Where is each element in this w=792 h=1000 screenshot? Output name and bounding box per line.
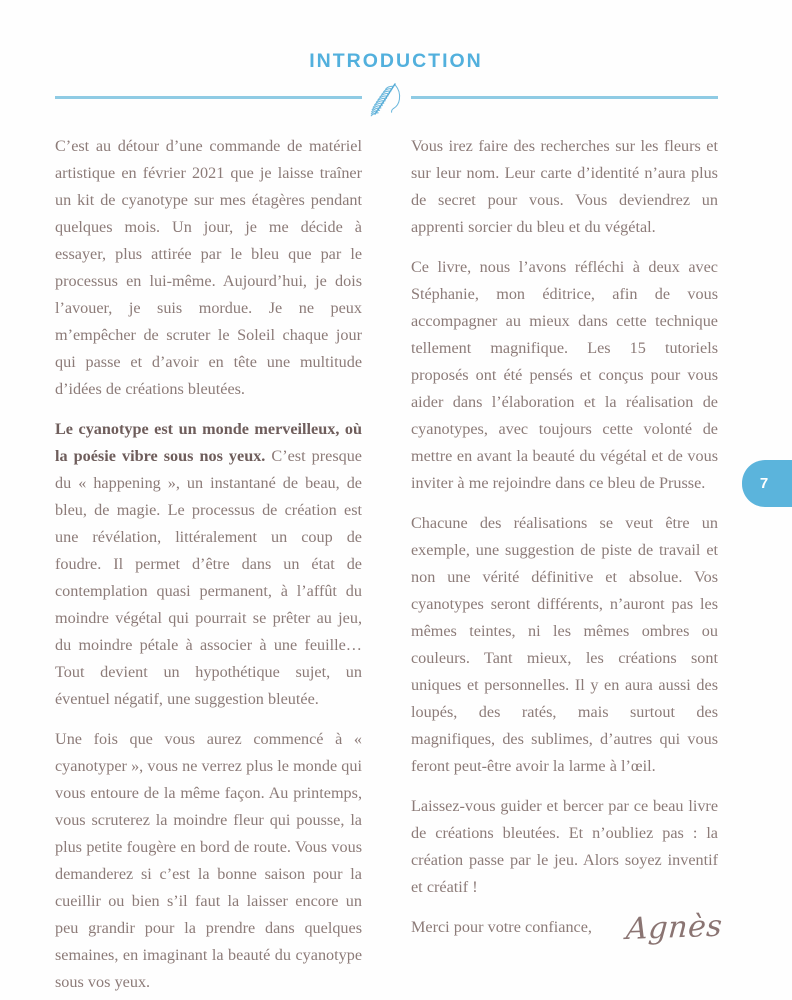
paragraph	[55, 133, 362, 403]
page-title: INTRODUCTION	[309, 50, 483, 72]
paragraph-text: Merci pour votre confiance,	[411, 918, 592, 936]
paragraph	[411, 254, 718, 497]
paragraph-text: Laissez-vous guider et bercer par ce beau livre de créations bleutées. Et n’oubliez pas : la création passe par le jeu. Alors soyez inventif et créatif !	[411, 797, 718, 896]
fern-frond-icon	[359, 81, 415, 123]
body-columns	[55, 133, 718, 996]
paragraph-text: Vous irez faire des recherches sur les fleurs et sur leur nom. Leur carte d’identité n’aura plus de secret pour vous. Vous deviendrez un apprenti sorcier du bleu et du végétal.	[411, 137, 718, 236]
paragraph	[411, 133, 718, 241]
paragraph-text: Une fois que vous aurez commencé à « cyanotyper », vous ne verrez plus le monde qui vous entoure de la même façon. Au printemps, vous scruterez la moindre fleur qui pousse, la plus petite fougère en bord de route. Vous vous demanderez si c’est la bonne saison pour la cueillir ou bien s’il faut la laisser encore un peu grandir pour la prendre dans quelques semaines, en imaginant la beauté du cyanotype sous vos yeux.	[55, 730, 362, 991]
paragraph	[411, 510, 718, 780]
paragraph-lead: Le cyanotype est un monde merveilleux, où la poésie vibre sous nos yeux.	[55, 420, 362, 465]
left-column	[55, 133, 362, 996]
paragraph	[55, 726, 362, 996]
signature-name: Agnès	[625, 908, 724, 947]
right-column	[411, 133, 718, 996]
divider-rule-right	[411, 96, 718, 99]
signature	[625, 908, 735, 958]
paragraph	[55, 416, 362, 713]
paragraph-text: C’est presque du « happening », un instantané de beau, de bleu, de magie. Le processus de création est une révélation, littéralement un coup de foudre. Il permet d’être dans un état de contemplation quasi permanent, à l’affût du moindre végétal qui pourrait se prêter au jeu, du moindre pétale à associer à une feuille… Tout devient un hypothétique sujet, un éventuel négatif, une suggestion bleutée.	[55, 447, 362, 708]
page-number: 7	[759, 475, 769, 492]
paragraph-text: Chacune des réalisations se veut être un exemple, une suggestion de piste de travail et non une vérité définitive et absolue. Vos cyanotypes seront différents, n’auront pas les mêmes teintes, ni les mêmes ombres ou couleurs. Tant mieux, les créations sont uniques et personnelles. Il y en aura aussi des loupés, des ratés, mais surtout des magnifiques, des sublimes, d’autres qui vous feront peut-être avoir la larme à l’œil.	[411, 514, 718, 775]
header-divider	[55, 94, 718, 124]
page-number-tab	[742, 460, 792, 507]
paragraph-text: Ce livre, nous l’avons réfléchi à deux avec Stéphanie, mon éditrice, afin de vous accompagner au mieux dans cette technique tellement magnifique. Les 15 tutoriels proposés ont été pensés et conçus pour vous aider dans l’élaboration et la réalisation de cyanotypes, avec toujours cette volonté de mettre en avant la beauté du végétal et de vous inviter à me rejoindre dans ce bleu de Prusse.	[411, 258, 718, 492]
paragraph-text: C’est au détour d’une commande de matériel artistique en février 2021 que je laisse traîner un kit de cyanotype sur mes étagères pendant quelques mois. Un jour, je me décide à essayer, plus attirée par le bleu que par le processus en lui-même. Aujourd’hui, je dois l’avouer, je suis mordue. Je ne peux m’empêcher de scruter le Soleil chaque jour qui passe et d’avoir en tête une multitude d’idées de créations bleutées.	[55, 137, 362, 398]
page-header	[0, 52, 792, 72]
paragraph	[411, 793, 718, 901]
divider-rule-left	[55, 96, 362, 99]
